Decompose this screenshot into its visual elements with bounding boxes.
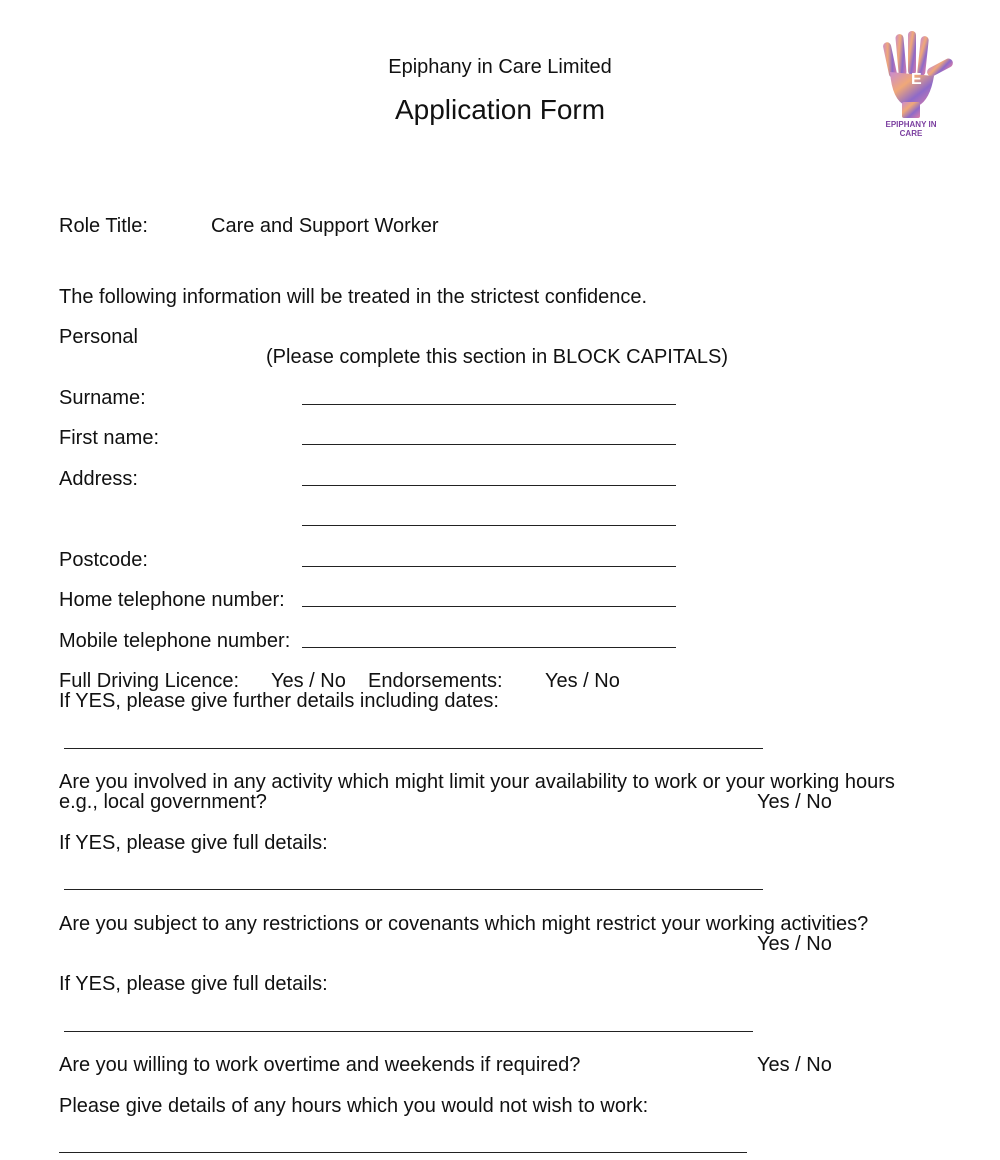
address-field-line-1[interactable] [302, 485, 676, 486]
driving-details-prompt: If YES, please give further details including dates: [59, 690, 499, 712]
endorsements-options[interactable]: Yes / No [545, 670, 620, 692]
activity-details-prompt: If YES, please give full details: [59, 832, 328, 854]
form-title: Application Form [394, 94, 606, 125]
company-logo [878, 28, 958, 140]
overtime-question: Are you willing to work overtime and weekends if required? [59, 1054, 581, 1076]
restrictions-options[interactable]: Yes / No [757, 933, 832, 955]
personal-section-heading: Personal [59, 326, 138, 348]
restrictions-question: Are you subject to any restrictions or covenants which might restrict your working activities? [59, 913, 869, 935]
restrictions-details-field[interactable] [64, 1031, 753, 1032]
surname-field[interactable] [302, 404, 676, 405]
driving-licence-options[interactable]: Yes / No [271, 670, 346, 692]
address-label: Address: [59, 468, 138, 490]
mobile-phone-field[interactable] [302, 647, 676, 648]
block-capitals-instruction: (Please complete this section in BLOCK CAPITALS) [266, 346, 729, 368]
postcode-label: Postcode: [59, 549, 148, 571]
confidentiality-note: The following information will be treated in the strictest confidence. [59, 286, 648, 308]
overtime-options[interactable]: Yes / No [757, 1054, 832, 1076]
activity-details-field[interactable] [64, 889, 763, 890]
activity-question-line-2: e.g., local government? [59, 791, 267, 813]
role-title-value: Care and Support Worker [211, 215, 439, 237]
postcode-field[interactable] [302, 566, 676, 567]
svg-text:E: E [911, 71, 922, 88]
home-phone-label: Home telephone number: [59, 589, 285, 611]
restrictions-details-prompt: If YES, please give full details: [59, 973, 328, 995]
logo-wordmark: EPIPHANY IN CARE [885, 120, 937, 138]
first-name-label: First name: [59, 427, 160, 449]
company-name: Epiphany in Care Limited [388, 56, 612, 78]
hand-logo-icon [878, 28, 958, 120]
activity-question-line-1: Are you involved in any activity which might limit your availability to work or your working hours [59, 771, 895, 793]
driving-licence-label: Full Driving Licence: [59, 670, 240, 692]
address-field-line-2[interactable] [302, 525, 676, 526]
endorsements-label: Endorsements: [368, 670, 503, 692]
activity-options[interactable]: Yes / No [757, 791, 832, 813]
role-title-label: Role Title: [59, 215, 148, 237]
home-phone-field[interactable] [302, 606, 676, 607]
first-name-field[interactable] [302, 444, 676, 445]
driving-details-field[interactable] [64, 748, 763, 749]
hours-not-wish-prompt: Please give details of any hours which you would not wish to work: [59, 1095, 649, 1117]
hours-not-wish-field[interactable] [59, 1152, 747, 1153]
mobile-phone-label: Mobile telephone number: [59, 630, 291, 652]
surname-label: Surname: [59, 387, 146, 409]
